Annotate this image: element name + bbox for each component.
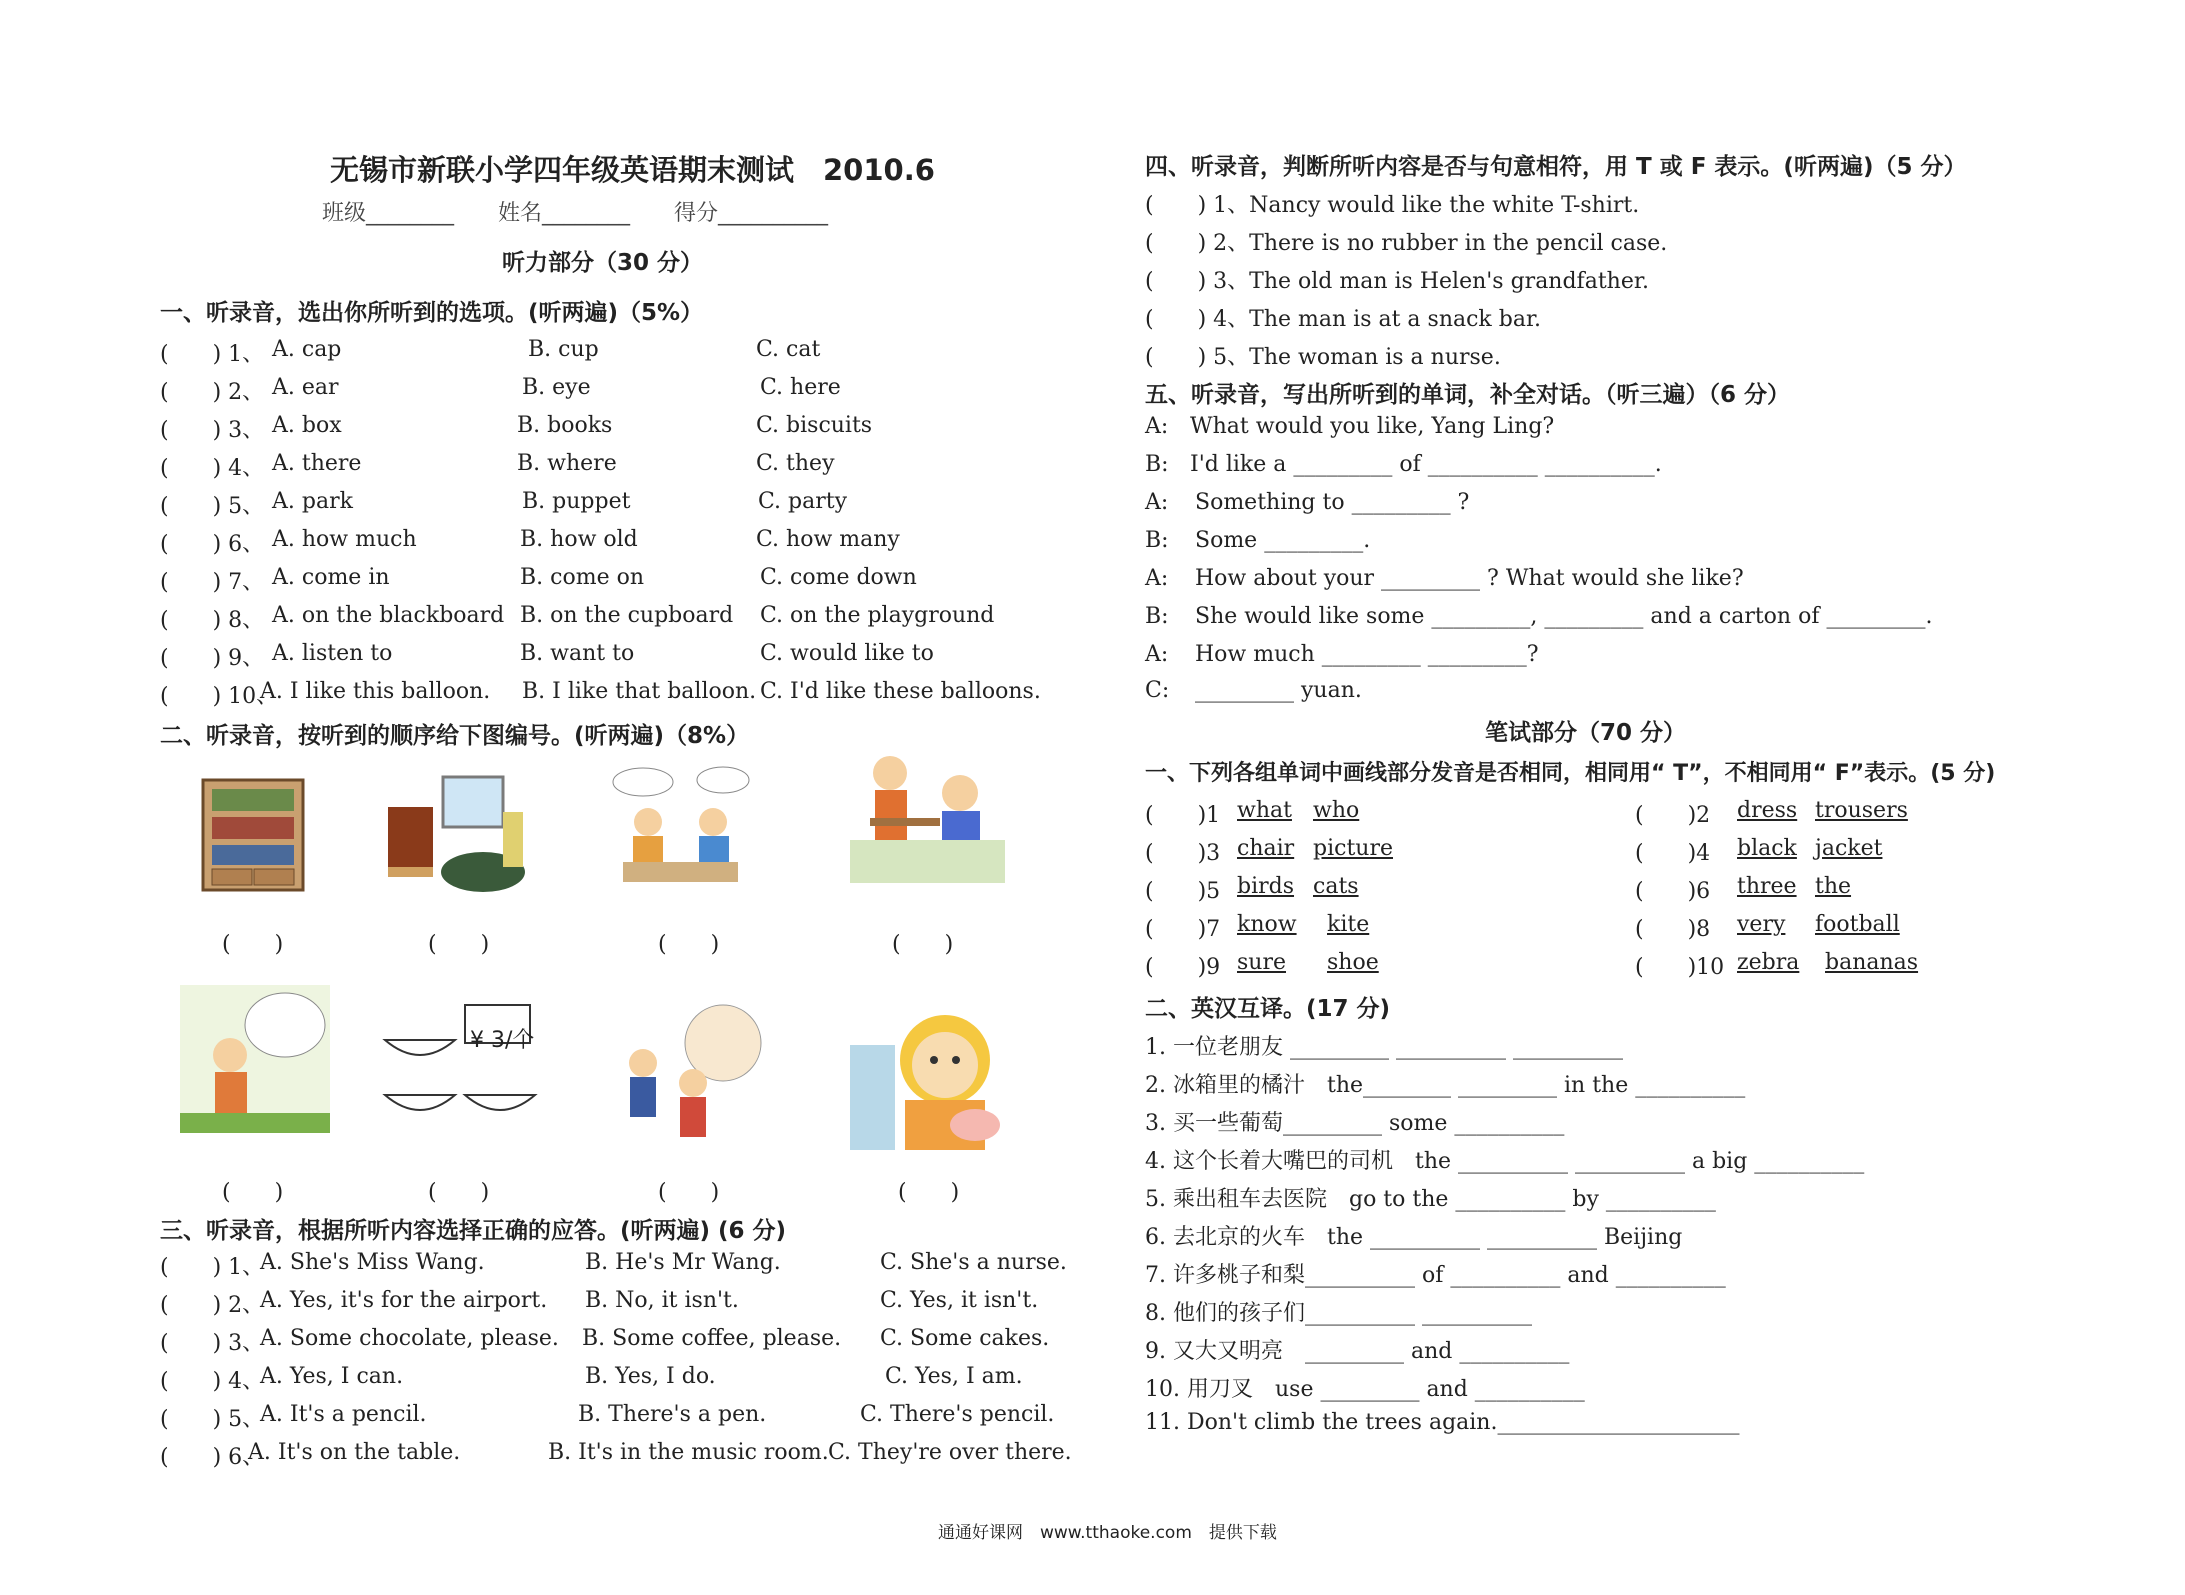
section-3-title: 三、听录音，根据所听内容选择正确的应答。(听两遍) (6 分) (160, 1218, 787, 1244)
girl-with-pig-picture (850, 1005, 1010, 1150)
list-item: 1. 一位老朋友 _________ __________ __________ (1145, 1035, 1623, 1060)
list-item: 9. 又大又明亮 _________ and __________ (1145, 1339, 1570, 1364)
list-item: 2. 冰箱里的橘汁 the________ _________ in the __________ (1145, 1073, 1746, 1098)
boys-with-tray-picture (850, 748, 1005, 883)
list-item: ( ) 1、Nancy would like the white T-shirt. (1145, 193, 1640, 218)
section-5-title: 五、听录音，写出所听到的单词，补全对话。（听三遍）（6 分） (1145, 382, 1791, 408)
picture-6-blank[interactable]: ( ) (428, 1180, 490, 1205)
list-item: 3. 买一些葡萄_________ some __________ (1145, 1111, 1565, 1136)
footer-credit: 通通好课网 www.tthaoke.com 提供下载 (938, 1523, 1277, 1543)
picture-8-blank[interactable]: ( ) (898, 1180, 960, 1205)
picture-5-blank[interactable]: ( ) (222, 1180, 284, 1205)
written-part-heading: 笔试部分（70 分） (1485, 720, 1687, 746)
picture-1-blank[interactable]: ( ) (222, 932, 284, 957)
list-item: 10. 用刀叉 use _________ and __________ (1145, 1377, 1585, 1402)
family-dinner-picture (603, 762, 758, 887)
list-item: 4. 这个长着大嘴巴的司机 the __________ __________ a big __________ (1145, 1149, 1865, 1174)
student-info-line: 班级________ 姓名________ 得分__________ (322, 201, 829, 226)
section-2-title: 二、听录音，按听到的顺序给下图编号。(听两遍)（8%） (160, 723, 750, 749)
page-title: 无锡市新联小学四年级英语期末测试 2010.6 (330, 153, 935, 187)
section-1-title: 一、听录音，选出你所听到的选项。(听两遍)（5%） (160, 300, 704, 326)
picture-2-blank[interactable]: ( ) (428, 932, 490, 957)
written-q1-title: 一、下列各组单词中画线部分发音是否相同，相同用“ T”，不相同用“ F”表示。(5 分) (1145, 761, 1996, 786)
list-item: 6. 去北京的火车 the __________ __________ Beijing (1145, 1225, 1683, 1250)
price-tag: ¥ 3/个 (470, 1028, 535, 1053)
picture-7-blank[interactable]: ( ) (658, 1180, 720, 1205)
people-talking-picture (603, 1003, 773, 1143)
list-item: ( ) 2、There is no rubber in the pencil case. (1145, 231, 1668, 256)
section-4-title: 四、听录音，判断所听内容是否与句意相符，用 T 或 F 表示。(听两遍)（5 分） (1145, 154, 1967, 180)
boy-thinking-picture (180, 985, 330, 1133)
list-item: 5. 乘出租车去医院 go to the __________ by __________ (1145, 1187, 1716, 1212)
list-item: 8. 他们的孩子们__________ __________ (1145, 1301, 1532, 1326)
room-with-piano-picture (383, 772, 528, 897)
listening-part-heading: 听力部分（30 分） (502, 250, 704, 276)
list-item: 11. Don't climb the trees again.______________________ (1145, 1410, 1740, 1435)
picture-3-blank[interactable]: ( ) (658, 932, 720, 957)
list-item: ( ) 3、The old man is Helen's grandfather. (1145, 269, 1649, 294)
bookcase-picture (198, 775, 308, 895)
picture-4-blank[interactable]: ( ) (892, 932, 954, 957)
list-item: ( ) 5、The woman is a nurse. (1145, 345, 1501, 370)
list-item: 7. 许多桃子和梨__________ of __________ and __________ (1145, 1263, 1726, 1288)
bowls-with-price-picture (380, 985, 540, 1135)
written-q2-title: 二、英汉互译。(17 分) (1145, 996, 1391, 1022)
list-item: ( ) 4、The man is at a snack bar. (1145, 307, 1542, 332)
